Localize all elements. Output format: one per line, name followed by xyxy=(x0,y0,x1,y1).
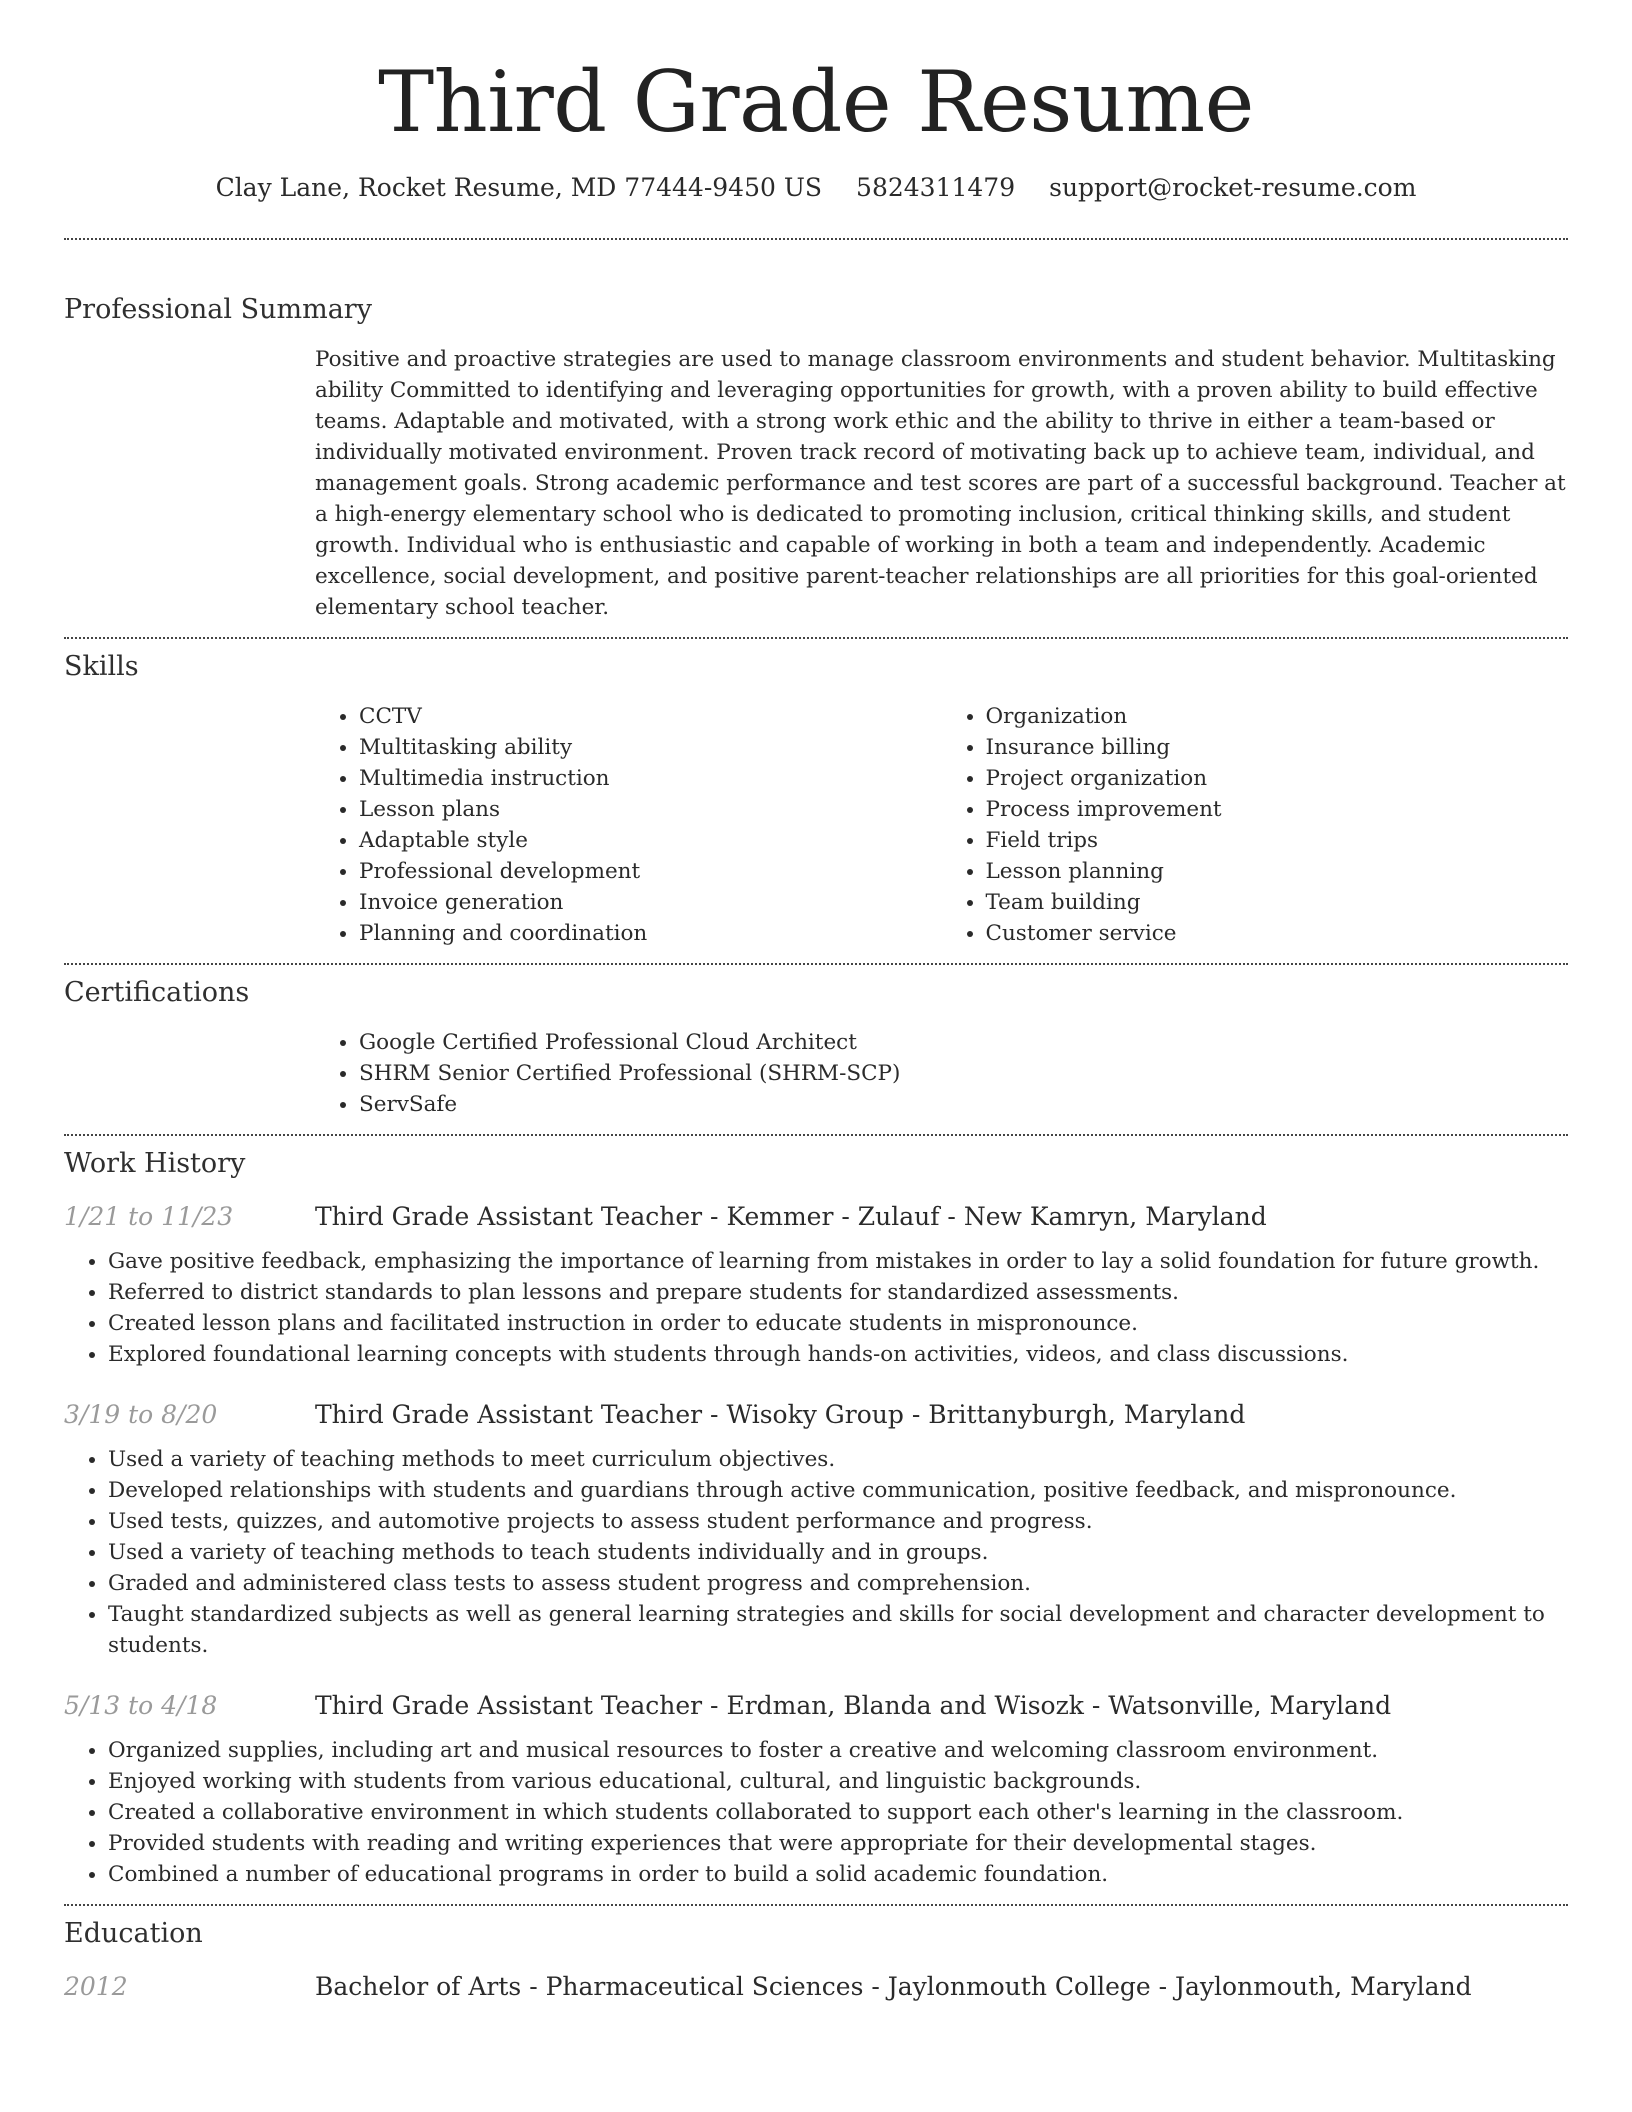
job-bullets xyxy=(64,1735,1568,1890)
contact-phone: 5824311479 xyxy=(856,173,1016,202)
job-dates: 1/21 to 11/23 xyxy=(64,1202,234,1231)
job-bullet: • Created lesson plans and facilitated instruction in order to educate students in mispronounce. xyxy=(108,1308,1568,1339)
job-title: Third Grade Assistant Teacher - Kemmer - Zulauf - New Kamryn, Maryland xyxy=(315,1202,1267,1231)
skill-item: • Lesson plans xyxy=(359,794,942,825)
certification-item: • Google Certified Professional Cloud Architect xyxy=(359,1027,1568,1058)
divider xyxy=(64,637,1568,639)
job-entry xyxy=(64,1198,1568,1370)
job-entry xyxy=(64,1687,1568,1890)
job-bullet: • Combined a number of educational programs in order to build a solid academic foundation. xyxy=(108,1859,1568,1890)
certification-item: • SHRM Senior Certified Professional (SHRM-SCP) xyxy=(359,1058,1568,1089)
job-title: Third Grade Assistant Teacher - Wisoky Group - Brittanyburgh, Maryland xyxy=(315,1400,1246,1429)
summary-content xyxy=(315,344,1568,623)
divider xyxy=(64,238,1568,240)
job-bullet: • Enjoyed working with students from various educational, cultural, and linguistic backgrounds. xyxy=(108,1766,1568,1797)
skill-item: • Customer service xyxy=(986,918,1569,949)
skill-item: • Professional development xyxy=(359,856,942,887)
certifications-heading: Certifications xyxy=(64,977,250,1008)
job-bullets xyxy=(64,1246,1568,1370)
skill-item: • Invoice generation xyxy=(359,887,942,918)
divider xyxy=(64,963,1568,965)
job-title: Third Grade Assistant Teacher - Erdman, Blanda and Wisozk - Watsonville, Maryland xyxy=(315,1691,1392,1720)
summary-text: Positive and proactive strategies are used to manage classroom environments and student behavior. Multitasking ability Committed to identifying and leveraging opportunities for growth, with a proven ability to build effective teams. Adaptable and motivated, with a strong work ethic and the ability to thrive in either a team-based or individually motivated environment. Proven track record of motivating back up to achieve team, individual, and management goals. Strong academic performance and test scores are part of a successful background. Teacher at a high-energy elementary school who is dedicated to promoting inclusion, critical thinking skills, and student growth. Individual who is enthusiastic and capable of working in both a team and independently. Academic excellence, social development, and positive parent-teacher relationships are all priorities for this goal-oriented elementary school teacher. xyxy=(315,347,1566,620)
job-header xyxy=(64,1687,1568,1725)
job-bullet: • Used a variety of teaching methods to meet curriculum objectives. xyxy=(108,1444,1568,1475)
skills-list-right xyxy=(942,701,1569,949)
skill-item: • Field trips xyxy=(986,825,1569,856)
job-bullet: • Provided students with reading and writing experiences that were appropriate for their developmental stages. xyxy=(108,1828,1568,1859)
contact-email: support@rocket-resume.com xyxy=(1049,173,1417,202)
skill-item: • Team building xyxy=(986,887,1569,918)
work-history-section xyxy=(64,1146,1568,1890)
skills-list-left xyxy=(315,701,942,949)
skill-item: • Insurance billing xyxy=(986,732,1569,763)
job-bullet: • Developed relationships with students and guardians through active communication, positive feedback, and mispronounce. xyxy=(108,1475,1568,1506)
skills-heading: Skills xyxy=(64,651,139,682)
job-bullet: • Explored foundational learning concepts with students through hands-on activities, videos, and class discussions. xyxy=(108,1339,1568,1370)
skill-item: • Adaptable style xyxy=(359,825,942,856)
education-heading: Education xyxy=(64,1918,203,1949)
certifications-content xyxy=(315,1027,1568,1120)
job-header xyxy=(64,1198,1568,1236)
skills-grid xyxy=(315,701,1568,949)
skill-item: • Multimedia instruction xyxy=(359,763,942,794)
job-bullet: • Taught standardized subjects as well as general learning strategies and skills for social development and character development to students. xyxy=(108,1599,1568,1661)
skill-item: • Multitasking ability xyxy=(359,732,942,763)
summary-section xyxy=(64,292,1568,623)
education-year: 2012 xyxy=(64,1972,128,2001)
job-dates: 3/19 to 8/20 xyxy=(64,1400,218,1429)
skill-item: • CCTV xyxy=(359,701,942,732)
job-bullet: • Graded and administered class tests to assess student progress and comprehension. xyxy=(108,1568,1568,1599)
certifications-list xyxy=(315,1027,1568,1120)
job-bullet: • Created a collaborative environment in which students collaborated to support each other's learning in the classroom. xyxy=(108,1797,1568,1828)
education-section xyxy=(64,1916,1568,2006)
contact-address: Clay Lane, Rocket Resume, MD 77444-9450 US xyxy=(215,173,823,202)
job-bullet: • Organized supplies, including art and musical resources to foster a creative and welcoming classroom environment. xyxy=(108,1735,1568,1766)
skill-item: • Lesson planning xyxy=(986,856,1569,887)
skill-item: • Project organization xyxy=(986,763,1569,794)
skill-item: • Planning and coordination xyxy=(359,918,942,949)
job-bullet: • Referred to district standards to plan lessons and prepare students for standardized assessments. xyxy=(108,1277,1568,1308)
job-entry xyxy=(64,1396,1568,1661)
job-bullet: • Used tests, quizzes, and automotive projects to assess student performance and progress. xyxy=(108,1506,1568,1537)
divider xyxy=(64,1904,1568,1906)
job-bullet: • Used a variety of teaching methods to teach students individually and in groups. xyxy=(108,1537,1568,1568)
education-degree: Bachelor of Arts - Pharmaceutical Sciences - Jaylonmouth College - Jaylonmouth, Maryland xyxy=(315,1972,1472,2001)
education-entry xyxy=(64,1968,1568,2006)
work-history-heading: Work History xyxy=(64,1148,246,1179)
certification-item: • ServSafe xyxy=(359,1089,1568,1120)
job-bullet: • Gave positive feedback, emphasizing the importance of learning from mistakes in order to lay a solid foundation for future growth. xyxy=(108,1246,1568,1277)
job-dates: 5/13 to 4/18 xyxy=(64,1691,218,1720)
contact-line xyxy=(64,170,1568,206)
skill-item: • Organization xyxy=(986,701,1569,732)
summary-heading: Professional Summary xyxy=(64,294,372,325)
certifications-section xyxy=(64,975,1568,1120)
divider xyxy=(64,1134,1568,1136)
job-bullets xyxy=(64,1444,1568,1661)
job-header xyxy=(64,1396,1568,1434)
skill-item: • Process improvement xyxy=(986,794,1569,825)
resume-name: Third Grade Resume xyxy=(378,53,1254,151)
skills-section xyxy=(64,649,1568,949)
